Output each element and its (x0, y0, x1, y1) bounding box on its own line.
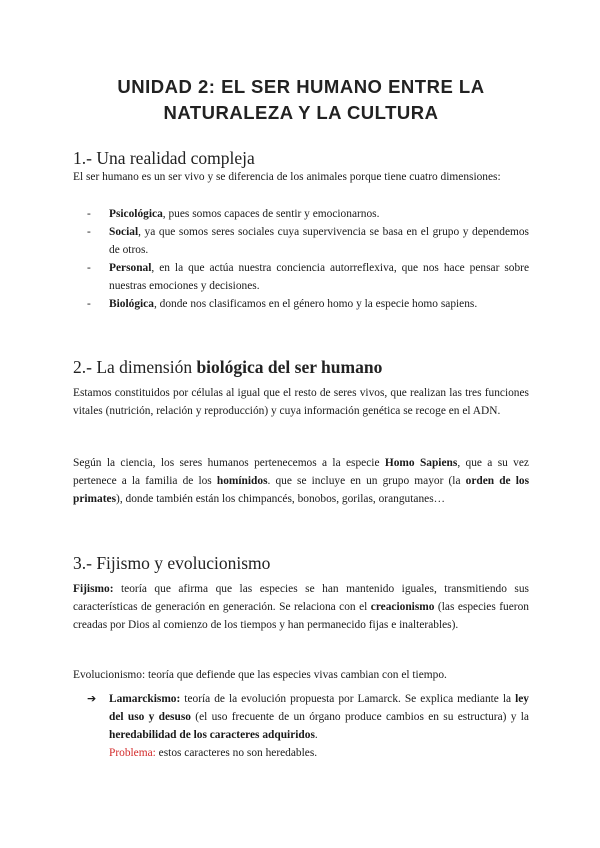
list-item: - Social, ya que somos seres sociales cuya supervivencia se basa en el grupo y dependemos de otros. (87, 226, 529, 256)
section-2-heading: 2.- La dimensión biológica del ser humano (73, 357, 383, 377)
section-2-paragraph-2: Según la ciencia, los seres humanos pertenecemos a la especie Homo Sapiens, que a su vez pertenece a la familia de los homínidos. que se incluye en un grupo mayor (la orden de los primates), donde también están los chimpancés, bonobos, gorilas, orangutanes… (73, 457, 529, 505)
document-title: UNIDAD 2: EL SER HUMANO ENTRE LA NATURALEZA Y LA CULTURA (117, 76, 485, 123)
theories-list (87, 690, 529, 762)
evolucionismo-paragraph: Evolucionismo: teoría que defiende que las especies vivas cambian con el tiempo. (73, 669, 447, 681)
section-1-heading: 1.- Una realidad compleja (73, 148, 255, 168)
fijismo-paragraph: Fijismo: teoría que afirma que las especies se han mantenido iguales, transmitiendo sus características de generación en generación. Se relaciona con el creacionismo (las especies fueron creadas por Dios al comienzo de los tiempos y han permanecido fijas e inalterables). (73, 583, 529, 631)
section-2-paragraph-1: Estamos constituidos por células al igual que el resto de seres vivos, que realizan las tres funciones vitales (nutrición, relación y reproducción) y cuya información genética se recoge en el ADN. (73, 387, 529, 417)
arrow-icon: ➔ (87, 692, 97, 705)
list-item: - Psicológica, pues somos capaces de sentir y emocionarnos. (87, 208, 380, 220)
section-1-intro: El ser humano es un ser vivo y se diferencia de los animales porque tiene cuatro dimensiones: (73, 171, 501, 183)
problema-label: Problema: (109, 747, 156, 759)
list-item: - Personal, en la que actúa nuestra conciencia autorreflexiva, que nos hace pensar sobre nuestras emociones y decisiones. (87, 262, 529, 292)
list-item: ➔ Lamarckismo: teoría de la evolución propuesta por Lamarck. Se explica mediante la ley del uso y desuso (el uso frecuente de un órgano produce cambios en su estructura) y la heredabilidad de los caracteres adquiridos. Problema: estos caracteres no son heredables. (87, 692, 529, 759)
list-item: - Biológica, donde nos clasificamos en el género homo y la especie homo sapiens. (87, 298, 478, 310)
section-3-heading: 3.- Fijismo y evolucionismo (73, 553, 271, 573)
dimensions-list (87, 205, 529, 313)
